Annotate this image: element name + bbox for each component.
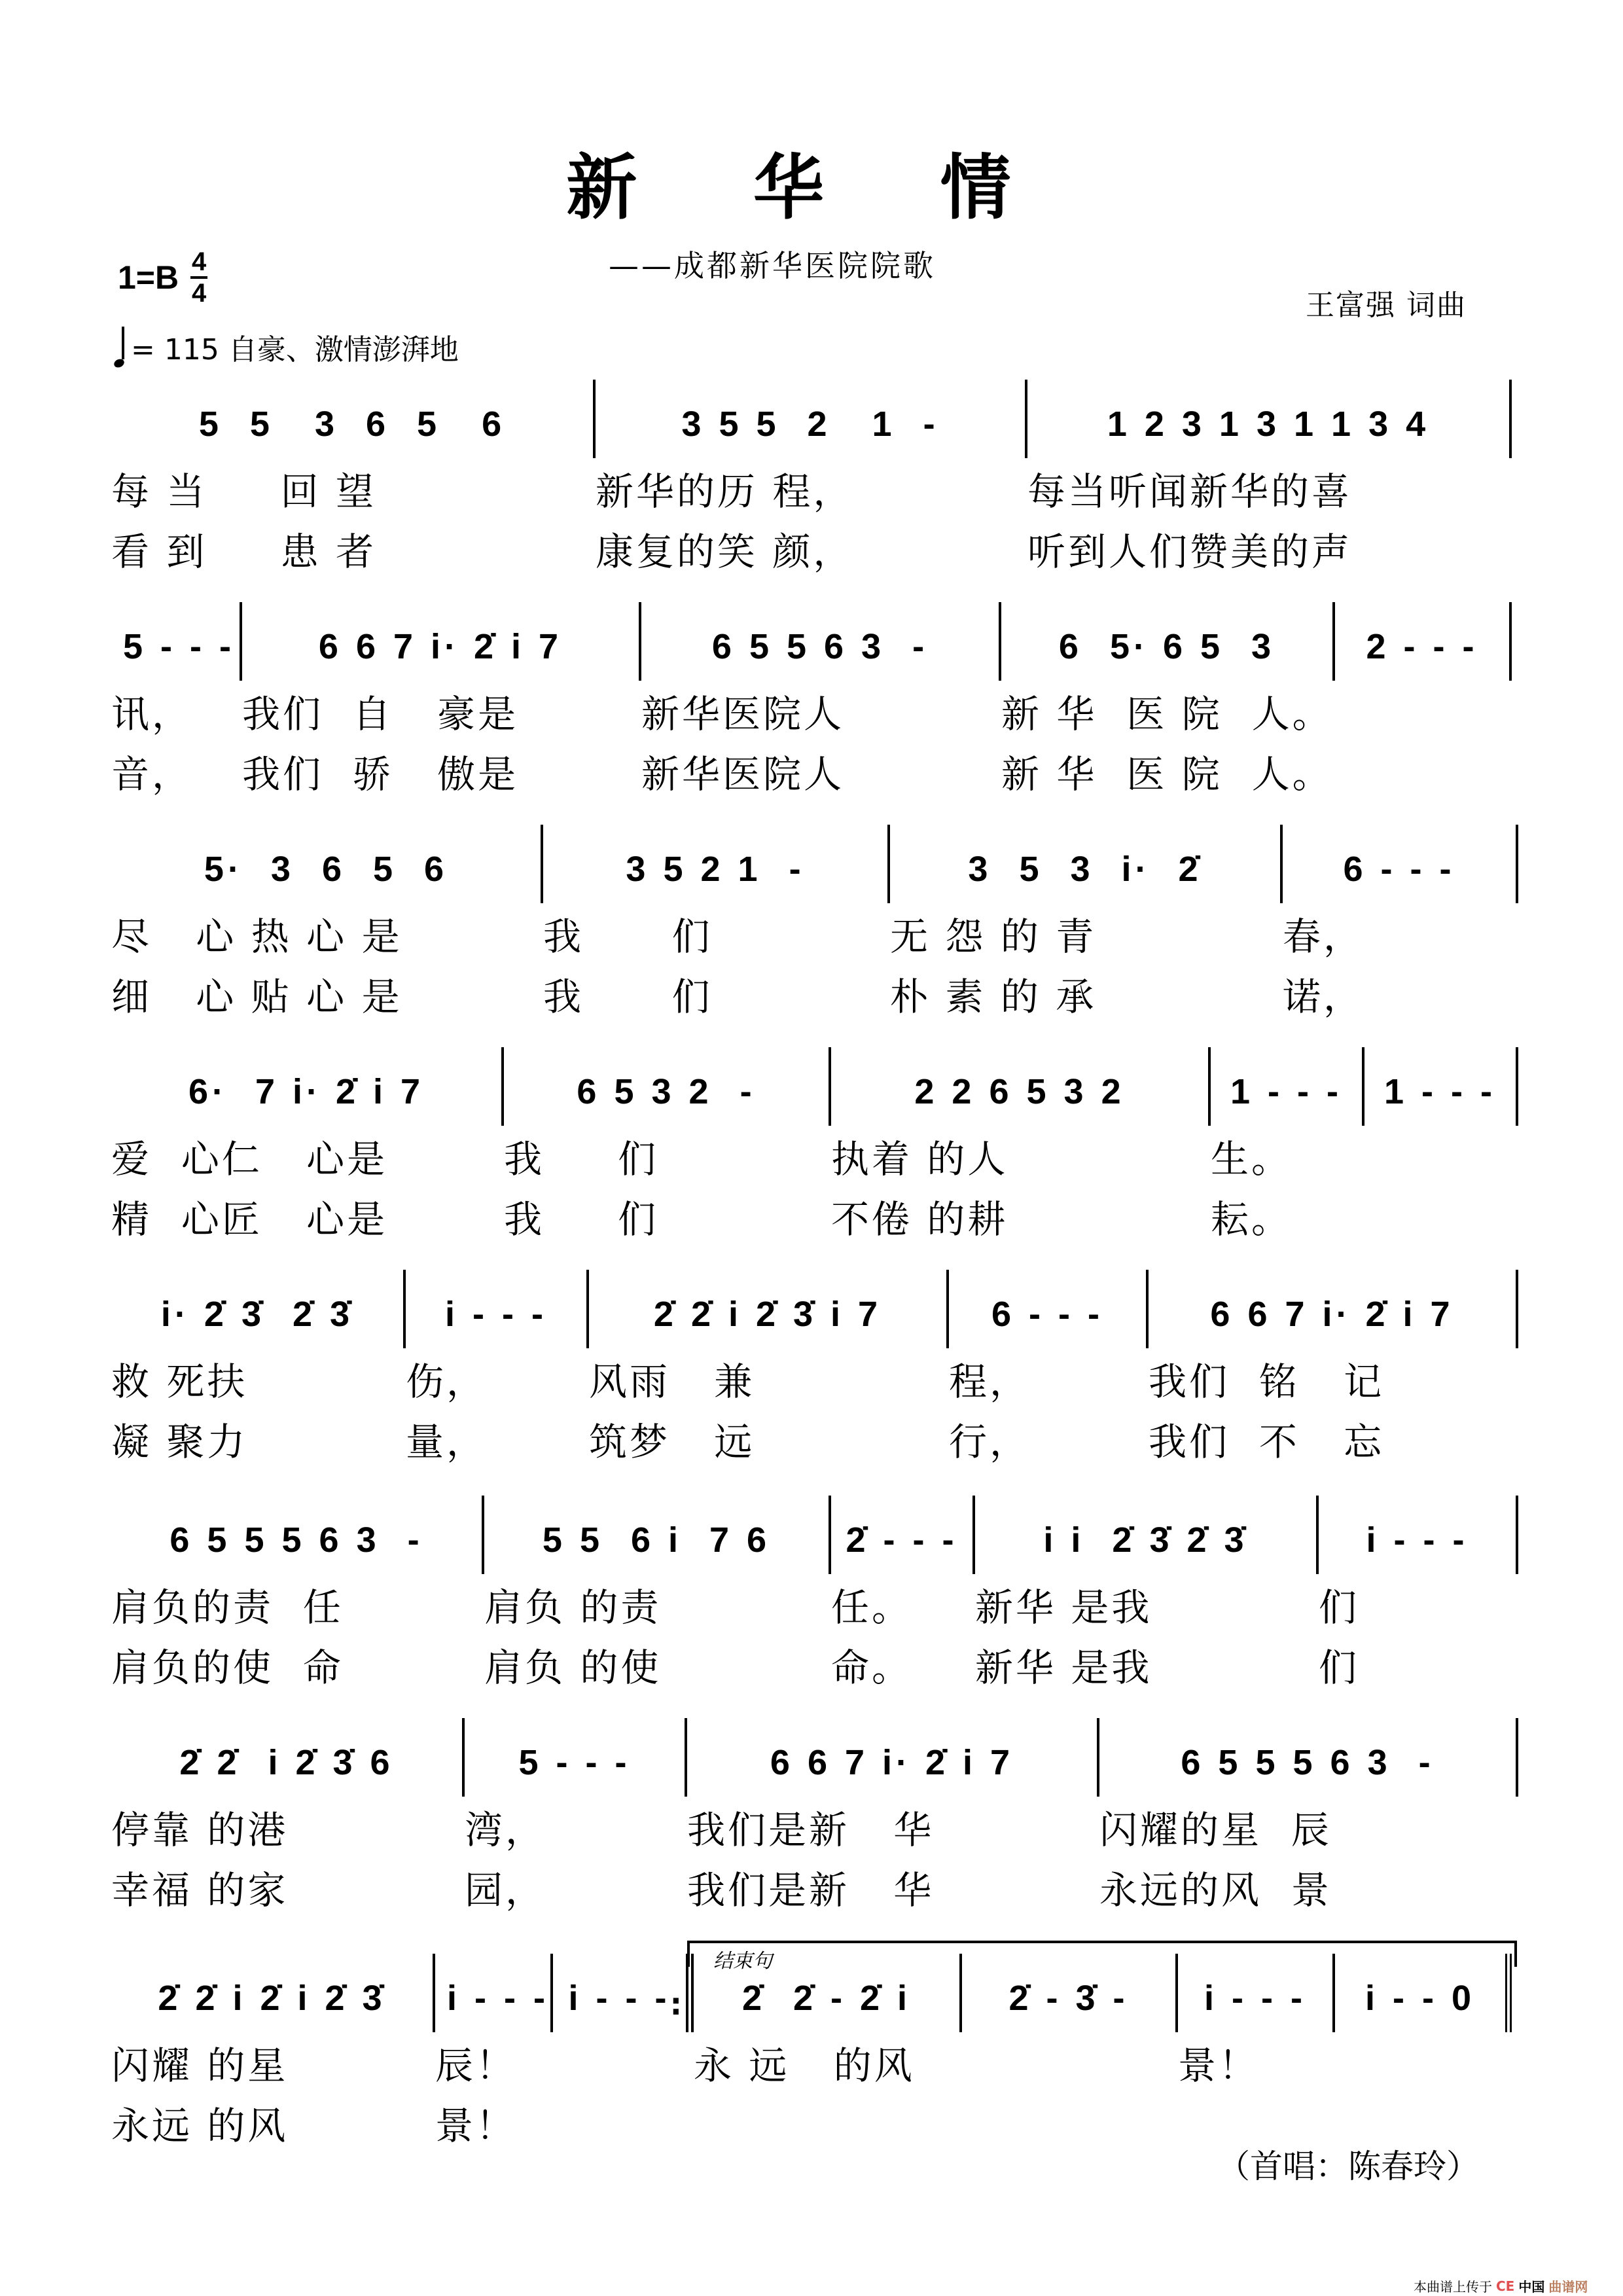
measure [962,1954,1178,2032]
measure [111,602,242,681]
lyrics-verse-2 [111,1857,1518,1917]
measure [111,825,543,903]
lyric: 春， [1283,914,1364,959]
notation-row [111,1954,1518,2032]
lyric: 景！ [435,2104,517,2148]
score-system-3 [111,825,1518,1024]
measure [589,1270,949,1348]
measure [504,1047,831,1126]
lyric: 讯， [111,692,193,736]
measure [831,1496,975,1574]
notes: 6 - - - [991,1295,1103,1334]
time-denominator: 4 [192,279,207,308]
notes: 1 - - - [1384,1072,1496,1111]
notes: i - - - [1204,1979,1306,2018]
song-subtitle: ——成都新华医院院歌 [609,248,936,283]
lyrics-verse-1 [111,681,1518,741]
notation-row [111,380,1518,458]
lyric: 无 怨 的 青 [890,914,1097,959]
coda-label: 结束句 [713,1950,772,1973]
lyric: 我们 铭 记 [1149,1359,1385,1404]
lyric: 幸福 的家 [111,1868,289,1912]
measure [111,1270,406,1348]
notes: 6 6 7 i· 2̇ i 7 [770,1743,1014,1782]
measure [890,825,1283,903]
notes: 5 - - - [123,627,235,666]
lyric: 湾， [465,1808,546,1852]
measure [111,1496,484,1574]
notes: 2 - - - [1366,627,1478,666]
notation-row [111,1718,1518,1797]
measure [435,1954,553,2032]
notes: 5 - - - [518,1743,631,1782]
measure [543,825,890,903]
lyrics-verse-1 [111,903,1518,963]
lyric: 肩负的责 任 [111,1585,344,1630]
lyric: 行， [949,1420,1031,1464]
song-title: 新 华 情 [566,147,1057,229]
lyric: 程， [949,1359,1031,1404]
lyrics-verse-2 [111,1634,1518,1695]
lyrics-verse-2 [111,963,1518,1024]
lyric: 爱 心仁 心是 [111,1137,388,1181]
lyric: 风雨 兼 [589,1359,755,1404]
measure [596,380,1027,458]
lyric: 不倦 的耕 [831,1197,1008,1242]
score-system-2 [111,602,1518,801]
measure [1211,1047,1364,1126]
time-numerator: 4 [192,247,207,276]
lyric: 我们是新 华 [687,1808,935,1852]
notes: i - - - [568,1979,671,2018]
notes: i - - - [447,1979,549,2018]
lyric: 我 们 [543,914,713,959]
watermark-prefix: 本曲谱上传于 [1414,2279,1492,2295]
notes: 2̇ 2̇ i 2̇ i 2̇ 3̇ [158,1979,386,2018]
notes: 6 5· 6 5 3 [1058,627,1275,666]
lyric: 听到人们赞美的声 [1027,529,1353,574]
measure-final [1335,1954,1512,2032]
notes: 6 5 3 2 - [577,1072,756,1111]
quarter-note-icon [115,327,124,367]
measure [831,1047,1211,1126]
lyric: 命。 [831,1645,913,1690]
notation-row [111,1047,1518,1126]
notes: 1 - - - [1230,1072,1342,1111]
measure [1335,602,1512,681]
notes: 3 5 2 1 - [626,850,805,889]
lyric: 我们 不 忘 [1149,1420,1385,1464]
lyric: 筑梦 远 [589,1420,755,1464]
measure [694,1954,962,2032]
notes: 2̇ 2̇ i 2̇ 3̇ i 7 [653,1295,882,1334]
lyric: 新华 是我 [975,1585,1152,1630]
notes: 2̇ 2̇ i 2̇ 3̇ 6 [179,1743,394,1782]
notes: i - - 0 [1364,1979,1475,2018]
notes: 3 5 5 2 1 - [681,404,939,444]
lyric: 肩负 的责 [484,1585,662,1630]
lyric: 伤， [406,1359,488,1404]
lyric: 闪耀 的星 [111,2043,289,2088]
lyric: 我们 骄 傲是 [242,752,519,797]
lyric: 新 华 医 院 人。 [1001,752,1333,797]
lyrics-verse-1 [111,1797,1518,1857]
measure [406,1270,589,1348]
lyric: 新华的历 程， [596,469,854,514]
lyric: 们 [1319,1585,1360,1630]
lyric: 诺， [1283,975,1364,1019]
lyric: 量， [406,1420,488,1464]
lyric: 每当听闻新华的喜 [1027,469,1353,514]
lyric: 停靠 的港 [111,1808,289,1852]
notes: 1 2 3 1 3 1 1 3 4 [1107,404,1430,444]
measure [484,1496,831,1574]
score-system-4 [111,1047,1518,1246]
lyric: 朴 素 的 承 [890,975,1097,1019]
singer-credit: （首唱：陈春玲） [1217,2147,1479,2185]
measure [687,1718,1099,1797]
lyric: 肩负 的使 [484,1645,662,1690]
notes: 2̇ - - - [846,1520,958,1560]
lyrics-verse-2 [111,1408,1518,1469]
lyric: 我 们 [543,975,713,1019]
site-name-a: 中国 [1518,2279,1545,2295]
notes: 3 5 3 i· 2̇ [968,850,1202,889]
score-system-5 [111,1270,1518,1469]
score-system-7 [111,1718,1518,1917]
notes: i· 2̇ 3̇ 2̇ 3̇ [160,1295,354,1334]
lyric: 我们是新 华 [687,1868,935,1912]
lyric: 每 当 回 望 [111,469,377,514]
notation-row [111,1496,1518,1574]
lyric: 尽 心 热 心 是 [111,914,402,959]
lyric: 精 心匠 心是 [111,1197,388,1242]
measure [465,1718,687,1797]
measure [111,1047,504,1126]
measure [1099,1718,1518,1797]
notes: 5· 3 6 5 6 [204,850,448,889]
key-label: 1=B [118,259,179,296]
lyrics-verse-1 [111,1574,1518,1634]
lyric: 永远的风 景 [1099,1868,1332,1912]
measure [111,1954,435,2032]
site-logo-icon: CE [1496,2278,1515,2294]
lyrics-verse-1 [111,2032,1518,2092]
key-signature [118,249,207,306]
lyric: 新华医院人 [641,752,845,797]
measure [949,1270,1149,1348]
notes: 6· 7 i· 2̇ i 7 [188,1072,425,1111]
measure [1364,1047,1518,1126]
lyric: 新 华 医 院 人。 [1001,692,1333,736]
lyric: 们 [1319,1645,1360,1690]
lyric: 新华医院人 [641,692,845,736]
notes: 6 5 5 5 6 3 - [169,1520,423,1560]
lyric: 肩负的使 命 [111,1645,344,1690]
lyric: 辰！ [435,2043,517,2088]
site-name-b: 曲谱网 [1548,2279,1588,2295]
notes: 6 - - - [1343,850,1455,889]
notes: 6 5 5 5 6 3 - [1181,1743,1435,1782]
lyric: 细 心 贴 心 是 [111,975,402,1019]
lyric: 救 死扶 [111,1359,248,1404]
notes: 2̇ 2̇ - 2̇ i [741,1979,912,2018]
lyric: 康复的笑 颜， [596,529,854,574]
lyric: 永 远 的风 [694,2043,915,2088]
lyric: 景！ [1178,2043,1260,2088]
watermark [1414,2276,1588,2295]
lyric: 执着 的人 [831,1137,1008,1181]
notes: 2̇ - 3̇ - [1008,1979,1129,2018]
notes: 5 5 6 i 7 6 [542,1520,771,1560]
tempo-text: = 115 自豪、激情澎湃地 [131,333,459,367]
measure [641,602,1001,681]
notes: i i 2̇ 3̇ 2̇ 3̇ [1043,1520,1248,1560]
lyric: 园， [465,1868,546,1912]
notes: 6 6 7 i· 2̇ i 7 [318,627,563,666]
measure [1027,380,1512,458]
measure [111,1718,465,1797]
lyric: 任。 [831,1585,913,1630]
notes: i - - - [1366,1520,1469,1560]
score-system-1 [111,380,1518,579]
measure [1178,1954,1335,2032]
lyric: 我 们 [504,1137,659,1181]
lyrics-verse-1 [111,1348,1518,1408]
notation-row [111,602,1518,681]
lyric: 闪耀的星 辰 [1099,1808,1332,1852]
notation-row [111,1270,1518,1348]
notes: 5 5 3 6 5 6 [198,404,506,444]
lyric: 我 们 [504,1197,659,1242]
lyric: 音， [111,752,193,797]
notes: 6 6 7 i· 2̇ i 7 [1210,1295,1454,1334]
tempo-marking [115,326,459,368]
measure [1149,1270,1518,1348]
author-credit: 王富强 词曲 [1306,289,1467,322]
notes: 2 2 6 5 3 2 [914,1072,1125,1111]
lyrics-verse-1 [111,458,1518,518]
lyric: 看 到 患 者 [111,529,377,574]
lyric: 凝 聚力 [111,1420,248,1464]
measure [1319,1496,1518,1574]
measure [242,602,641,681]
notation-row [111,825,1518,903]
lyrics-verse-2 [111,741,1518,801]
measure-repeat-end [553,1954,694,2032]
measure [1001,602,1335,681]
notes: 6 5 5 6 3 - [711,627,929,666]
lyric: 永远 的风 [111,2104,289,2148]
lyric: 耘。 [1211,1197,1293,1242]
time-signature [190,249,207,306]
measure [111,380,596,458]
lyrics-verse-2 [111,518,1518,579]
measure [975,1496,1319,1574]
lyric: 我们 自 豪是 [242,692,519,736]
lyrics-verse-2 [111,1186,1518,1246]
notes: i - - - [445,1295,547,1334]
lyric: 新华 是我 [975,1645,1152,1690]
lyric: 生。 [1211,1137,1293,1181]
lyrics-verse-1 [111,1126,1518,1186]
measure [1283,825,1518,903]
score-system-8 [111,1941,1518,2153]
score-system-6 [111,1496,1518,1695]
